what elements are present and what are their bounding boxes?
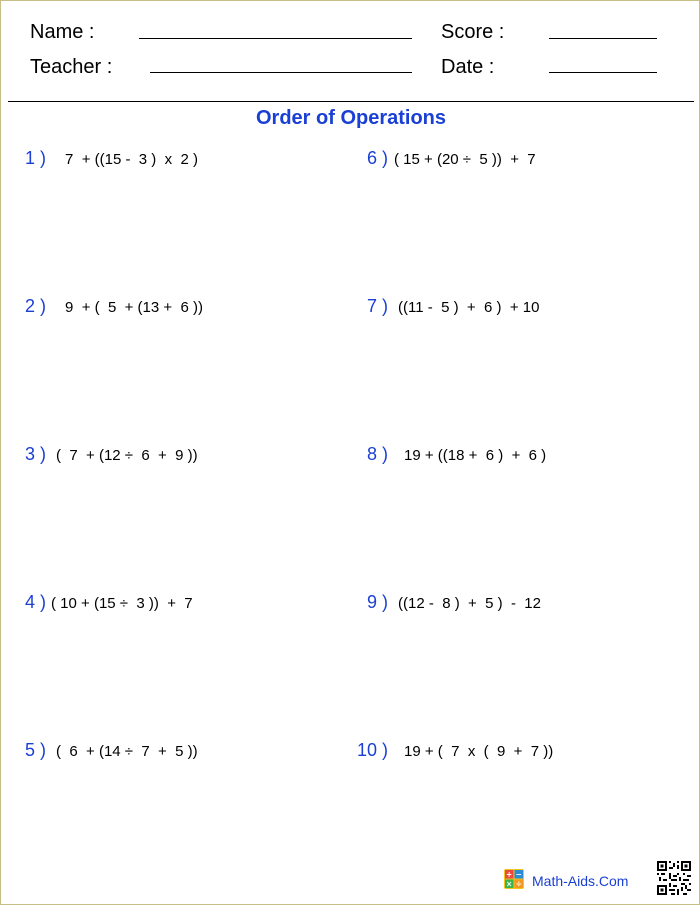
problem-8 (367, 444, 546, 465)
name-label: Name : (30, 21, 95, 43)
problem-number: 8 ) (367, 444, 389, 464)
teacher-line (150, 72, 412, 73)
problem-number: 1 ) (25, 148, 47, 168)
date-line (549, 72, 657, 73)
problem-1 (25, 148, 198, 169)
site-link[interactable]: Math-Aids.Com (532, 873, 629, 889)
problem-number: 7 ) (367, 296, 389, 316)
problem-6 (367, 148, 536, 169)
date-label: Date : (441, 56, 495, 78)
svg-text:−: − (515, 870, 522, 879)
page-title: Order of Operations (255, 107, 447, 129)
score-label: Score : (441, 21, 505, 43)
name-line (139, 38, 412, 39)
problem-expression: 7 + ((15 - 3 ) x 2 ) (65, 151, 198, 168)
problem-expression: ((12 - 8 ) + 5 ) - 12 (398, 595, 541, 612)
problem-expression: 9 + ( 5 + (13 + 6 )) (65, 299, 203, 316)
header-divider (8, 101, 694, 102)
problem-number: 2 ) (25, 296, 47, 316)
qr-code-icon (657, 861, 691, 895)
teacher-label: Teacher : (30, 56, 113, 78)
problem-expression: ((11 - 5 ) + 6 ) + 10 (398, 299, 540, 316)
problem-expression: ( 6 + (14 ÷ 7 + 5 )) (56, 743, 198, 760)
problem-expression: 19 + ((18 + 6 ) + 6 ) (404, 447, 547, 464)
problem-10 (357, 740, 553, 761)
problem-number: 6 ) (367, 148, 389, 168)
problem-9 (367, 592, 541, 613)
problem-expression: 19 + ( 7 x ( 9 + 7 )) (404, 743, 554, 760)
problem-number: 4 ) (25, 592, 47, 612)
problem-7 (367, 296, 539, 317)
problem-number: 10 ) (357, 740, 389, 760)
svg-text:÷: ÷ (515, 879, 522, 889)
svg-text:×: × (506, 879, 513, 889)
problem-number: 3 ) (25, 444, 47, 464)
problem-2 (25, 296, 203, 317)
svg-text:+: + (506, 870, 513, 879)
problem-expression: ( 15 + (20 ÷ 5 )) + 7 (394, 151, 536, 168)
problem-5 (25, 740, 198, 761)
problem-expression: ( 10 + (15 ÷ 3 )) + 7 (51, 595, 193, 612)
problem-4 (25, 592, 193, 613)
problem-3 (25, 444, 198, 465)
problem-number: 5 ) (25, 740, 47, 760)
problem-expression: ( 7 + (12 ÷ 6 + 9 )) (56, 447, 198, 464)
math-aids-logo-icon[interactable] (504, 869, 524, 889)
score-line (549, 38, 657, 39)
problem-number: 9 ) (367, 592, 389, 612)
